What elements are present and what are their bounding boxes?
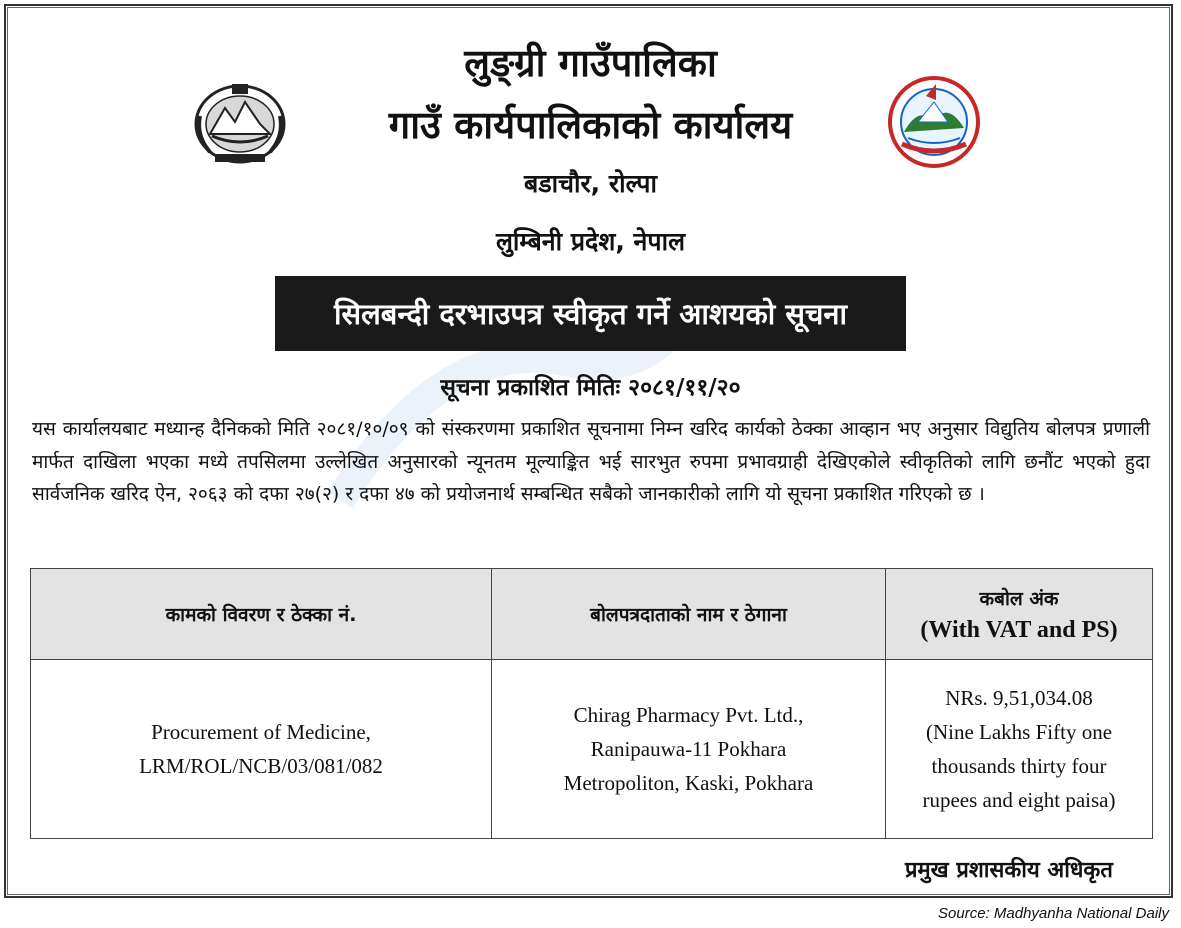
cell-work-description xyxy=(31,660,492,839)
bidder-line3: Metropoliton, Kaski, Pokhara xyxy=(563,771,814,795)
notice-title: सिलबन्दी दरभाउपत्र स्वीकृत गर्ने आशयको सूचना xyxy=(334,297,847,331)
office-name-line2: गाउँ कार्यपालिकाको कार्यालय xyxy=(388,103,793,147)
amount-line3: thousands thirty four xyxy=(931,754,1107,778)
header-work-description: कामको विवरण र ठेक्का नं. xyxy=(31,569,492,660)
amount-line1: NRs. 9,51,034.08 xyxy=(945,686,1093,710)
header-amount-vat: (With VAT and PS) xyxy=(920,616,1118,643)
amount-line4: rupees and eight paisa) xyxy=(922,788,1116,812)
amount-line2: (Nine Lakhs Fifty one xyxy=(925,720,1113,744)
source-credit: Source: Madhyanha National Daily xyxy=(938,905,1169,922)
publish-date: सूचना प्रकाशित मितिः २०८१/११/२० xyxy=(440,375,741,401)
signatory-title: प्रमुख प्रशासकीय अधिकृत xyxy=(905,858,1113,883)
office-address-line1: बडाचौर, रोल्पा xyxy=(523,169,657,198)
office-address-line2: लुम्बिनी प्रदेश, नेपाल xyxy=(495,227,686,256)
table-header-row xyxy=(31,569,1153,660)
table-row xyxy=(31,660,1153,839)
office-name-line1: लुङ्ग्री गाउँपालिका xyxy=(464,41,717,85)
work-line2: LRM/ROL/NCB/03/081/082 xyxy=(139,754,383,778)
header-bidder: बोलपत्रदाताको नाम र ठेगाना xyxy=(492,569,886,660)
bidder-line1: Chirag Pharmacy Pvt. Ltd., xyxy=(573,703,804,727)
cell-amount xyxy=(886,660,1153,839)
cell-bidder xyxy=(492,660,886,839)
header-amount xyxy=(886,569,1153,660)
notice-title-box xyxy=(275,276,906,351)
bidder-line2: Ranipauwa-11 Pokhara xyxy=(590,737,787,761)
notice-body: यस कार्यालयबाट मध्यान्ह दैनिकको मिति २०८१/१०/०९ को संस्करणमा प्रकाशित सूचनामा निम्न खरिद कार्यको ठेक्का आव्हान भए अनुसार विद्युतिय बोलपत्र प्रणाली मार्फत दाखिला भएका मध्ये तपसिलमा उल्लेखित अनुसारको न्यूनतम मूल्याङ्कित भई सारभुत रुपमा प्रभावग्राही देखिएकोले स्वीकृतिको लागि छनौंट भएको हुदा सार्वजनिक खरिद ऐन, २०६३ को दफा २७(२) र दफा ४७ को प्रयोजनार्थ सम्बन्धित सबैको जानकारीको लागि यो सूचना प्रकाशित गरिएको छ । xyxy=(32,418,1150,505)
tender-table xyxy=(30,568,1153,839)
work-line1: Procurement of Medicine, xyxy=(151,720,371,744)
header-amount-label: कबोल अंक xyxy=(979,587,1059,610)
